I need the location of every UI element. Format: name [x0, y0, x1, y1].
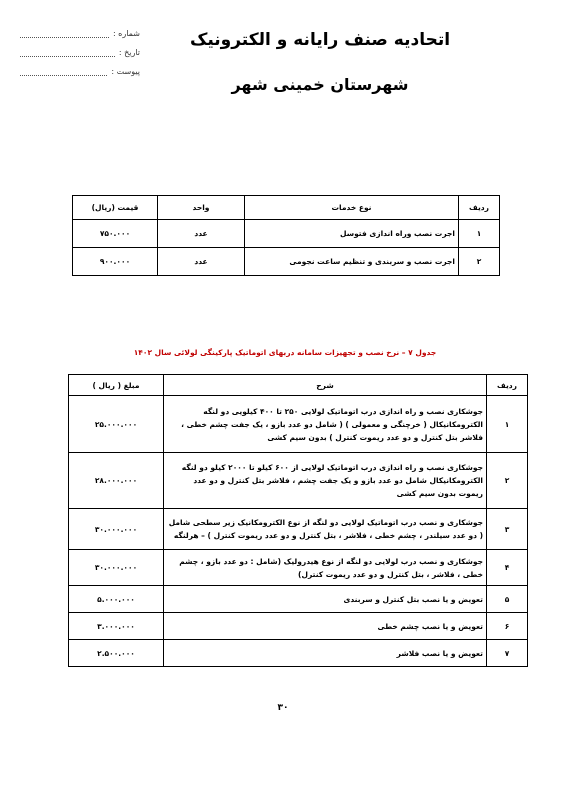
document-subtitle: شهرستان خمینی شهر	[231, 75, 409, 94]
meta-number-label: شماره :	[112, 29, 140, 38]
row-price: ۹۰۰.۰۰۰	[73, 248, 158, 276]
meta-date-line	[20, 48, 115, 57]
row-index: ۲	[487, 453, 528, 509]
row-desc: جوشکاری نصب و راه اندازی درب اتوماتیک لولایی ۲۵۰ تا ۴۰۰ کیلویی دو لنگه الکترومکانیکال ( خرچنگی و معمولی ) ( شامل دو عدد بازو ، یک جفت چشم خطی ، فلاشر بتل کنترل و دو عدد ریموت کنترل ) بدون سیم کشی	[164, 396, 487, 453]
table-row	[69, 640, 528, 667]
row-index: ۲	[459, 248, 500, 276]
header-amount: مبلغ ( ریال )	[69, 375, 164, 396]
row-desc: تعویض و یا نصب فلاشر	[164, 640, 487, 667]
meta-attachment-line	[20, 67, 107, 76]
row-index: ۱	[459, 220, 500, 248]
meta-attachment-label: پیوست :	[111, 67, 140, 76]
row-amount: ۲۸.۰۰۰.۰۰۰	[69, 453, 164, 509]
row-service: اجرت نصب وراه اندازی فتوسل	[245, 220, 459, 248]
table-row	[69, 586, 528, 613]
header-index: ردیف	[459, 196, 500, 220]
letter-meta	[20, 24, 140, 81]
page-number: ۳۰	[277, 703, 289, 713]
header-price: قیمت (ریال)	[73, 196, 158, 220]
row-index: ۳	[487, 509, 528, 550]
row-index: ۵	[487, 586, 528, 613]
row-amount: ۳۰.۰۰۰.۰۰۰	[69, 509, 164, 550]
gates-table-header	[69, 375, 528, 396]
row-unit: عدد	[158, 220, 245, 248]
table-row	[73, 248, 500, 276]
table-row	[69, 550, 528, 586]
services-table	[72, 195, 500, 276]
row-service: اجرت نصب و سربندی و تنظیم ساعت نجومی	[245, 248, 459, 276]
row-desc: تعویض و یا نصب چشم خطی	[164, 613, 487, 640]
table-row	[69, 396, 528, 453]
table-caption: جدول ۷ – نرخ نصب و تجهیزات سامانه دربهای اتوماتیک پارکینگی لولائی سال ۱۴۰۲	[133, 348, 437, 357]
table-row	[69, 613, 528, 640]
meta-date-row	[20, 43, 140, 62]
row-index: ۷	[487, 640, 528, 667]
row-index: ۶	[487, 613, 528, 640]
header-desc: شرح	[164, 375, 487, 396]
row-desc: جوشکاری و نصب درب اتوماتیک لولایی دو لنگه از نوع الکترومکانیک زیر سطحی شامل ( دو عدد سیلندر ، چشم خطی ، فلاشر ، بتل کنترل و دو عدد ریموت کنترل ) – هرلنگه	[164, 509, 487, 550]
row-desc: تعویض و یا نصب بتل کنترل و سربندی	[164, 586, 487, 613]
row-amount: ۲۵.۰۰۰.۰۰۰	[69, 396, 164, 453]
row-amount: ۲.۵۰۰.۰۰۰	[69, 640, 164, 667]
row-amount: ۳۰.۰۰۰.۰۰۰	[69, 550, 164, 586]
row-index: ۴	[487, 550, 528, 586]
row-price: ۷۵۰.۰۰۰	[73, 220, 158, 248]
header-unit: واحد	[158, 196, 245, 220]
header-service: نوع خدمات	[245, 196, 459, 220]
row-amount: ۳.۰۰۰.۰۰۰	[69, 613, 164, 640]
meta-attachment-row	[20, 62, 140, 81]
meta-number-row	[20, 24, 140, 43]
table-row	[73, 220, 500, 248]
gates-table	[68, 374, 528, 667]
row-amount: ۵.۰۰۰.۰۰۰	[69, 586, 164, 613]
row-index: ۱	[487, 396, 528, 453]
row-desc: جوشکاری نصب و راه اندازی درب اتوماتیک لولایی از ۶۰۰ کیلو تا ۲۰۰۰ کیلو دو لنگه الکترومکانیکال شامل دو عدد بازو و یک جفت چشم ، فلاشر بتل کنترل و دو عدد ریموت بدون سیم کشی	[164, 453, 487, 509]
meta-date-label: تاریخ :	[118, 48, 140, 57]
meta-number-line	[20, 29, 109, 38]
document-title: اتحادیه صنف رایانه و الکترونیک	[189, 30, 451, 50]
table-row	[69, 453, 528, 509]
row-desc: جوشکاری و نصب درب لولایی دو لنگه از نوع هیدرولیک (شامل : دو عدد بازو ، چشم خطی ، فلاشر ، بتل کنترل و دو عدد ریموت کنترل)	[164, 550, 487, 586]
services-table-header	[73, 196, 500, 220]
table-row	[69, 509, 528, 550]
row-unit: عدد	[158, 248, 245, 276]
header-index: ردیف	[487, 375, 528, 396]
